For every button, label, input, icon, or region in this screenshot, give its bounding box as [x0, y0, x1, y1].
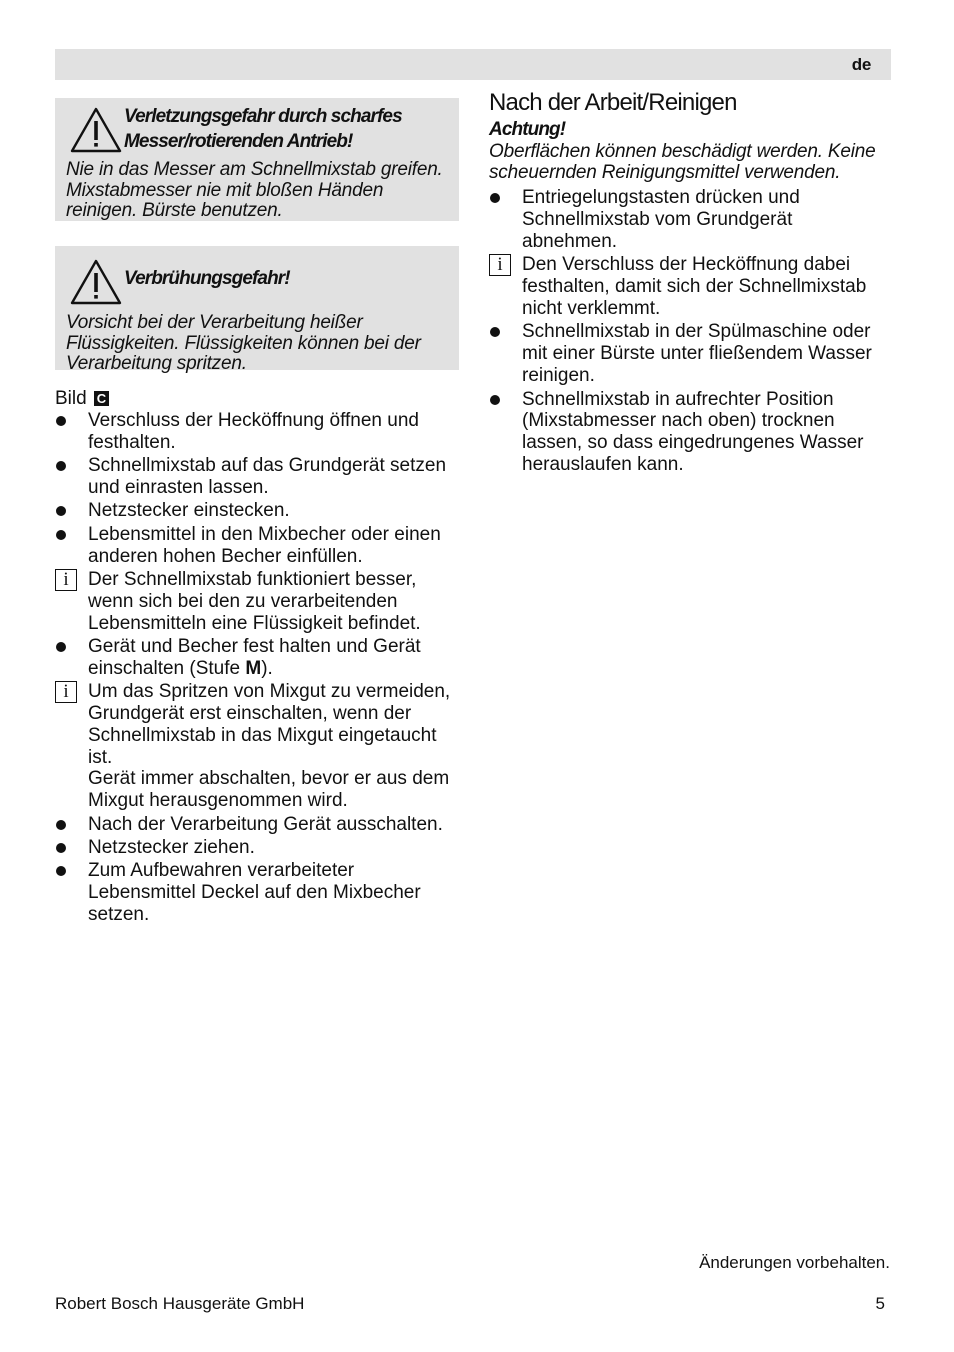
warning-text: Nie in das Messer am Schnellmixstab greifen. Mixstabmesser nie mit bloßen Händen reinigen. Bürste benutzen. [66, 159, 443, 221]
list-item: Netzstecker ziehen. [55, 837, 459, 859]
header-bar [55, 49, 891, 80]
left-column [55, 98, 459, 927]
warning-box-injury [55, 98, 459, 221]
info-item: i Um das Spritzen von Mixgut zu vermeiden, Grundgerät erst einschalten, wenn der Schnellmixstab in das Mixgut eingetaucht ist. Gerät immer abschalten, bevor er aus dem Mixgut herausgenommen wird. [55, 681, 459, 812]
bullet-icon [490, 327, 500, 337]
section-title: Nach der Arbeit/Reinigen [489, 89, 737, 116]
list-item: Schnellmixstab in aufrechter Position (Mixstabmesser nach oben) trocknen lassen, so dass eingedrungenes Wasser herauslaufen kann. [489, 389, 891, 476]
warning-box-scalding [55, 246, 459, 374]
list-item: Verschluss der Hecköffnung öffnen und festhalten. [55, 410, 459, 454]
list-item: Netzstecker einstecken. [55, 500, 459, 522]
info-icon: i [55, 569, 77, 591]
bullet-icon [490, 395, 500, 405]
warning-triangle-icon [69, 258, 123, 306]
list-item: Nach der Verarbeitung Gerät ausschalten. [55, 814, 459, 836]
footer-company: Robert Bosch Hausgeräte GmbH [55, 1294, 305, 1313]
info-icon: i [55, 681, 77, 703]
info-icon: i [489, 254, 511, 276]
caution-text: Oberflächen können beschädigt werden. Keine scheuernden Reinigungsmittel verwenden. [489, 141, 876, 183]
list-item: Lebensmittel in den Mixbecher oder einen anderen hohen Becher einfüllen. [55, 524, 459, 568]
cleaning-steps-list [489, 187, 891, 476]
bullet-icon [56, 843, 66, 853]
warning-title: Verletzungsgefahr durch scharfes Messer/rotierenden Antrieb! [124, 106, 402, 152]
figure-reference: Bild C [55, 388, 459, 410]
figure-badge: C [94, 391, 109, 406]
attention-heading: Achtung! [489, 119, 566, 140]
warning-triangle-icon [69, 106, 123, 154]
bullet-icon [56, 530, 66, 540]
list-item: Zum Aufbewahren verarbeiteter Lebensmittel Deckel auf den Mixbecher setzen. [55, 860, 459, 925]
mode-label: M [245, 657, 262, 679]
warning-title: Verbrühungsgefahr! [124, 268, 290, 289]
bullet-icon [56, 866, 66, 876]
bullet-icon [490, 193, 500, 203]
page-number: 5 [875, 1294, 885, 1313]
bullet-icon [56, 416, 66, 426]
usage-steps-list [55, 410, 459, 926]
bullet-icon [56, 642, 66, 652]
list-item: Gerät und Becher fest halten und Gerät einschalten (Stufe M). [55, 636, 459, 680]
bullet-icon [56, 461, 66, 471]
info-item: i Der Schnellmixstab funktioniert besser, wenn sich bei den zu verarbeitenden Lebensmitteln eine Flüssigkeit befindet. [55, 569, 459, 634]
list-item: Schnellmixstab auf das Grundgerät setzen und einrasten lassen. [55, 455, 459, 499]
language-code: de [851, 55, 871, 74]
info-item: i Den Verschluss der Hecköffnung dabei festhalten, damit sich der Schnellmixstab nicht verklemmt. [489, 254, 891, 319]
right-column [489, 88, 891, 478]
changes-notice: Änderungen vorbehalten. [699, 1253, 890, 1272]
warning-text: Vorsicht bei der Verarbeitung heißer Flüssigkeiten. Flüssigkeiten können bei der Verarbeitung spritzen. [66, 312, 421, 374]
bullet-icon [56, 506, 66, 516]
bullet-icon [56, 820, 66, 830]
list-item: Schnellmixstab in der Spülmaschine oder mit einer Bürste unter fließendem Wasser reinigen. [489, 321, 891, 386]
list-item: Entriegelungstasten drücken und Schnellmixstab vom Grundgerät abnehmen. [489, 187, 891, 252]
